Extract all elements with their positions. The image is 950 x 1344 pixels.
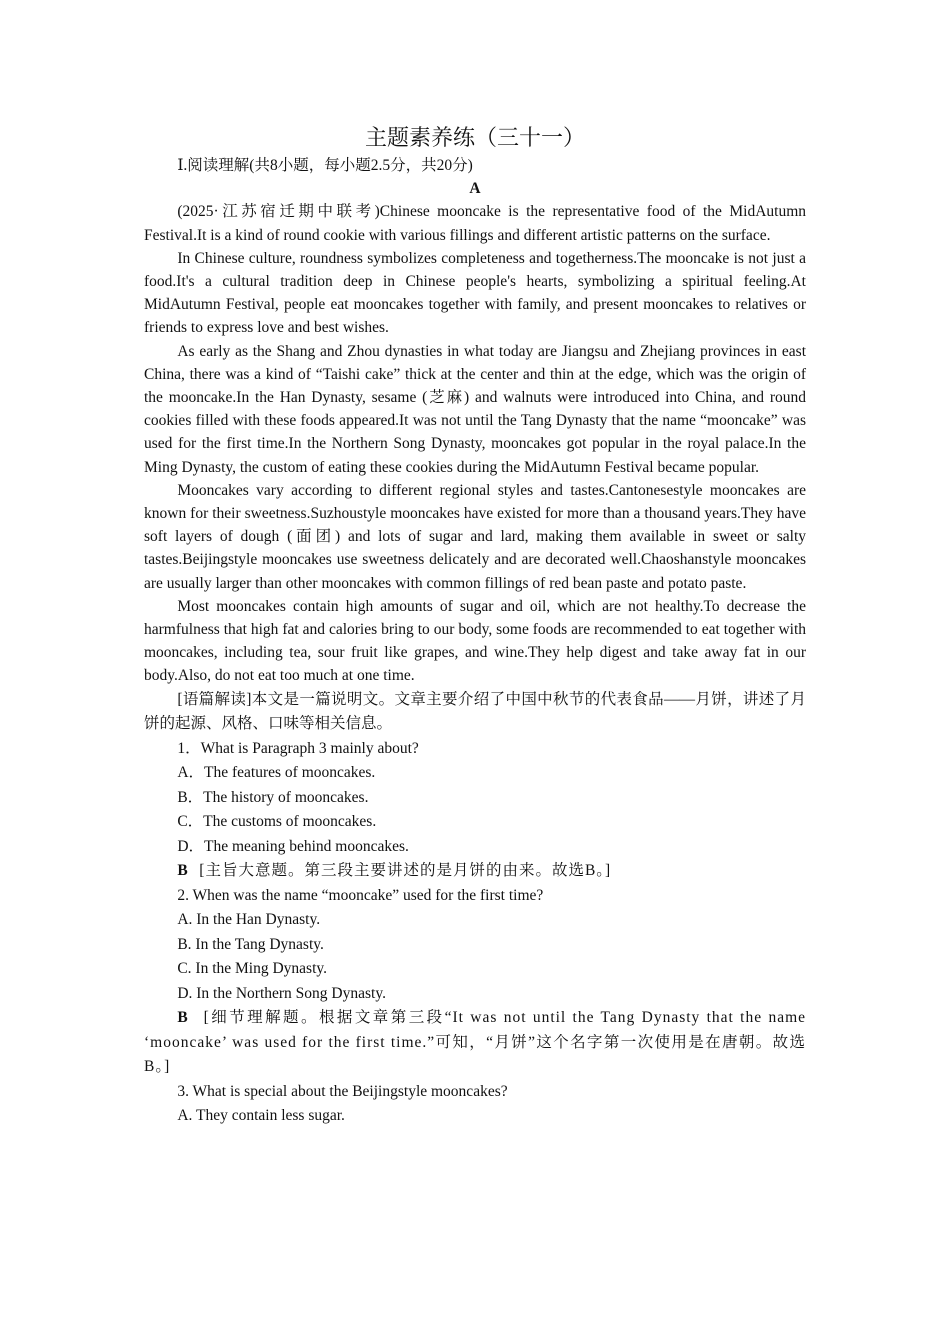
question-2-option-c: C. In the Ming Dynasty. [177, 960, 327, 978]
page-title: 主题素养练（三十一） [364, 126, 585, 151]
question-1-explanation: [主旨大意题。第三段主要讲述的是月饼的由来。故选B。] [199, 862, 612, 880]
question-3-stem: 3. What is special about the Beijingstyle mooncakes? [177, 1082, 508, 1100]
question-1-option-d: D．The meaning behind mooncakes. [177, 837, 409, 855]
question-2-explanation: [细节理解题。根据文章第三段“It was not until the Tang Dynasty that the name ‘mooncake’ was used for the first time.”可知，“月饼”这个名字第一次使用是在唐朝。故选B。] [144, 1009, 807, 1076]
passage-paragraph-4: Mooncakes vary according to different regional styles and tastes.Cantonesestyle mooncakes are known for their sweetness.Suzhoustyle mooncakes have existed for more than a thousand years.They have soft layers of dough (面团) and lots of sugar and lard, making them available in sweet or salty tastes.Beijingstyle mooncakes use sweetness delicately and are decorated well.Chaoshanstyle mooncakes are usually larger than other mooncakes with common fillings of red bean paste and potato paste. [144, 481, 806, 592]
question-1-stem: 1．What is Paragraph 3 mainly about? [177, 739, 419, 757]
question-2-answer [144, 1006, 806, 1080]
question-1-answer [144, 859, 806, 884]
question-1-answer-letter: B [177, 862, 188, 880]
question-2-option-a: A. In the Han Dynasty. [177, 911, 321, 929]
question-2-option-b: B. In the Tang Dynasty. [177, 935, 324, 953]
question-2-option-d: D. In the Northern Song Dynasty. [177, 984, 386, 1002]
passage-paragraph-5: Most mooncakes contain high amounts of sugar and oil, which are not healthy.To decrease the harmfulness that high fat and calories bring to our body, some foods are recommended to eat together with mooncakes, including tea, sour fruit like grapes, and wine.They help digest and take away fat in our body.Also, do not eat too much at one time. [144, 597, 806, 685]
question-1-option-a: A．The features of mooncakes. [177, 764, 376, 782]
passage-label: A [469, 180, 481, 198]
interpretation-label: [语篇解读] [177, 690, 252, 708]
passage-paragraph-3: As early as the Shang and Zhou dynasties in what today are Jiangsu and Zhejiang provinces in east China, there was a kind of “Taishi cake” thick at the center and thin at the edge, which was the origin of the mooncake.In the Han Dynasty, sesame (芝麻) and walnuts were introduced into China, and round cookies filled with these foods appeared.It was not until the Tang Dynasty that the name “mooncake” was used for the first time.In the Northern Song Dynasty, mooncakes got popular in the royal palace.In the Ming Dynasty, the custom of eating these cookies during the MidAutumn Festival became popular. [144, 342, 806, 476]
question-2-answer-letter: B [177, 1009, 188, 1027]
section-heading: Ⅰ.阅读理解(共8小题，每小题2.5分，共20分) [177, 157, 473, 174]
question-1-option-b: B．The history of mooncakes. [177, 788, 369, 806]
question-2-stem: 2. When was the name “mooncake” used for the first time? [177, 886, 544, 904]
question-1-option-c: C．The customs of mooncakes. [177, 813, 377, 831]
question-3-option-a: A. They contain less sugar. [177, 1107, 345, 1125]
passage-interpretation [144, 688, 806, 737]
passage-paragraph-1: (2025·江苏宿迁期中联考)Chinese mooncake is the representative food of the MidAutumn Festival.It is a kind of round cookie with various fillings and different artistic patterns on the surface. [144, 203, 806, 244]
passage-paragraph-2: In Chinese culture, roundness symbolizes completeness and togetherness.The mooncake is not just a food.It's a cultural tradition deep in Chinese people's hearts, symbolizing a spiritual feeling.At MidAutumn Festival, people eat mooncakes together with family, and present mooncakes to relatives or friends to express love and best wishes. [144, 249, 806, 337]
interpretation-text: 本文是一篇说明文。文章主要介绍了中国中秋节的代表食品——月饼，讲述了月饼的起源、风格、口味等相关信息。 [144, 690, 806, 733]
document-content [144, 124, 806, 1129]
